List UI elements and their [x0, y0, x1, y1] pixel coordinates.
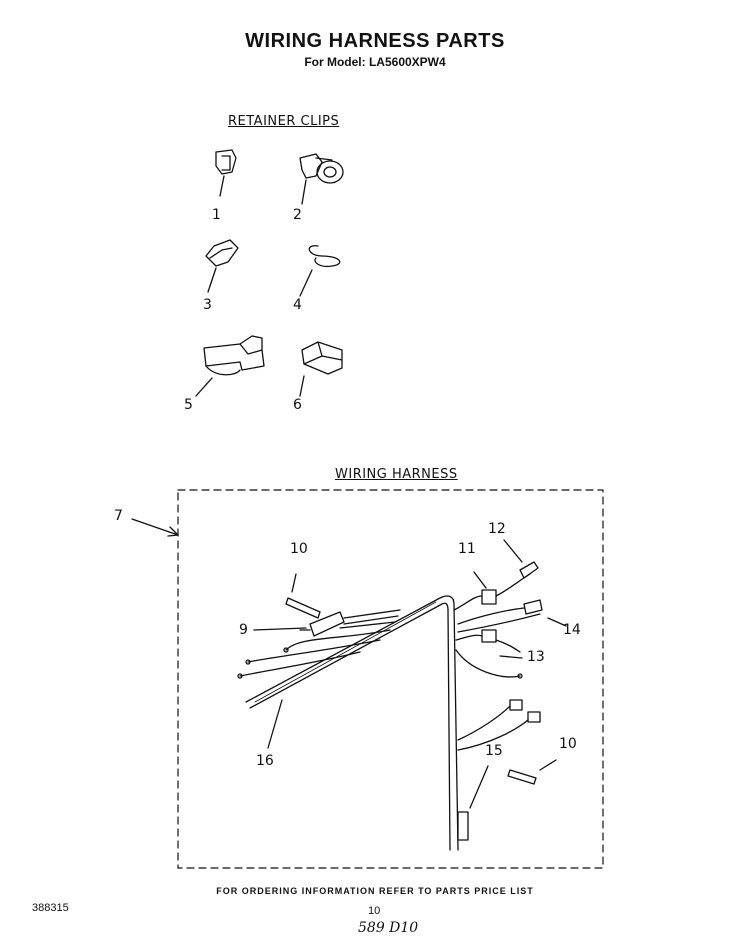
- terminal-10-upper-drawing: [286, 574, 320, 618]
- handwritten-note: 589 D10: [358, 920, 419, 936]
- page-title: WIRING HARNESS PARTS: [245, 30, 505, 52]
- clip-6-drawing: [300, 342, 342, 396]
- terminal-12-drawing: [504, 540, 538, 578]
- connector-14-drawing: [458, 600, 566, 632]
- connector-15-drawing: [458, 766, 488, 840]
- callout-1: 1: [212, 207, 221, 223]
- connector-9-drawing: [300, 610, 400, 636]
- callout-16-leader: [268, 700, 282, 748]
- clip-2-drawing: [300, 154, 343, 204]
- connector-13-drawing: [456, 630, 522, 678]
- callout-10-lower: 10: [559, 736, 577, 752]
- callout-13: 13: [527, 649, 545, 665]
- clip-5-drawing: [196, 336, 264, 396]
- callout-12: 12: [488, 521, 506, 537]
- callout-4: 4: [293, 297, 302, 313]
- callout-3: 3: [203, 297, 212, 313]
- retainer-clips-heading: RETAINER CLIPS: [228, 114, 340, 129]
- harness-trunk-drawing: [246, 596, 458, 850]
- callout-11: 11: [458, 541, 476, 557]
- connector-11-drawing: [454, 572, 530, 610]
- harness-dashed-frame: [178, 490, 603, 868]
- clip-4-drawing: [300, 246, 340, 296]
- callout-16: 16: [256, 753, 274, 769]
- callout-6: 6: [293, 397, 302, 413]
- model-line: For Model: LA5600XPW4: [304, 55, 446, 69]
- ordering-notice: FOR ORDERING INFORMATION REFER TO PARTS PRICE LIST: [216, 886, 534, 896]
- callout-15: 15: [485, 743, 503, 759]
- terminal-10-lower-drawing: [508, 760, 556, 784]
- page-number: 10: [368, 905, 381, 917]
- callout-7-leader: [132, 519, 178, 535]
- clip-1-drawing: [216, 150, 236, 196]
- callout-9: 9: [239, 622, 248, 638]
- callout-5: 5: [184, 397, 193, 413]
- clip-3-drawing: [206, 240, 238, 292]
- callout-2: 2: [293, 207, 302, 223]
- callout-13-leader: [500, 656, 522, 658]
- wiring-harness-heading: WIRING HARNESS: [335, 467, 458, 482]
- callout-10-upper: 10: [290, 541, 308, 557]
- callout-9-leader: [254, 628, 306, 630]
- document-number: 388315: [32, 902, 69, 914]
- callout-7: 7: [114, 508, 123, 524]
- callout-14: 14: [563, 622, 581, 638]
